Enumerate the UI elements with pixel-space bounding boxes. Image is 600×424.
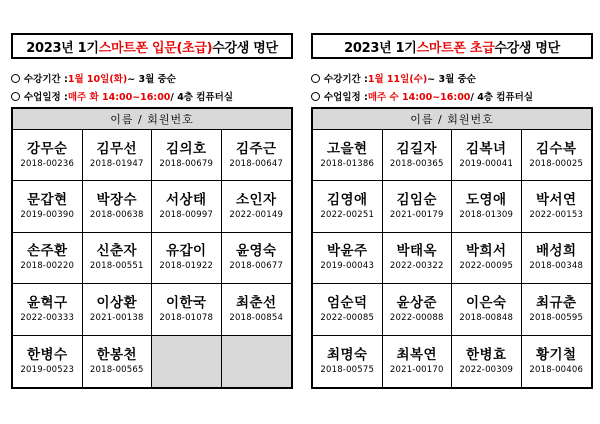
student-cell (452, 130, 522, 181)
student-grid (313, 130, 591, 387)
student-cell (83, 336, 153, 387)
student-cell (383, 181, 453, 232)
member-number: 2018-00677 (229, 261, 284, 272)
student-name: 김길자 (396, 140, 438, 157)
student-cell (13, 130, 83, 181)
schedule-suffix: / 4층 컴퓨터실 (470, 92, 534, 103)
student-cell (83, 130, 153, 181)
period-line (11, 71, 301, 85)
student-name: 도영애 (465, 192, 507, 209)
member-number: 2018-01386 (320, 158, 375, 169)
student-cell (313, 181, 383, 232)
student-name: 신춘자 (96, 243, 138, 260)
member-number: 2019-00390 (20, 210, 75, 221)
student-cell (313, 130, 383, 181)
sheet-title (311, 33, 593, 59)
member-number: 2022-00153 (529, 210, 584, 221)
title-course: 스마트폰 입문(초급) (98, 40, 213, 56)
schedule-label: 수업일정 : (324, 92, 368, 103)
member-number: 2022-00251 (320, 210, 375, 221)
student-name: 김복녀 (465, 140, 507, 157)
member-number: 2019-00041 (459, 158, 514, 169)
student-grid (13, 130, 291, 387)
member-number: 2018-01947 (89, 158, 144, 169)
student-name: 박희서 (465, 243, 507, 260)
member-number: 2018-00365 (389, 158, 444, 169)
bullet-circle-icon (11, 74, 20, 83)
member-number: 2018-01922 (159, 261, 214, 272)
bullet-circle-icon (311, 92, 320, 101)
member-number: 2018-00595 (529, 312, 584, 323)
member-number: 2022-00149 (229, 210, 284, 221)
member-number: 2018-00348 (529, 261, 584, 272)
member-number: 2021-00170 (389, 364, 444, 375)
student-name: 한봉천 (96, 346, 138, 363)
empty-cell (222, 336, 292, 387)
student-name: 윤상준 (396, 294, 438, 311)
period-label: 수강기간 : (24, 74, 68, 85)
student-name: 엄순덕 (326, 294, 368, 311)
student-cell (13, 284, 83, 335)
student-cell (522, 130, 592, 181)
student-cell (83, 284, 153, 335)
schedule-line (11, 89, 301, 103)
member-number: 2018-00025 (529, 158, 584, 169)
student-name: 황기철 (535, 346, 577, 363)
student-cell (222, 181, 292, 232)
title-prefix: 2023년 1기 (344, 40, 417, 56)
student-cell (383, 233, 453, 284)
member-number: 2018-00647 (229, 158, 284, 169)
student-name: 윤혁구 (26, 294, 68, 311)
student-name: 배성희 (535, 243, 577, 260)
bullet-circle-icon (311, 74, 320, 83)
period-suffix: ~ 3월 중순 (127, 74, 176, 85)
student-cell (152, 284, 222, 335)
student-cell (313, 233, 383, 284)
student-cell (13, 181, 83, 232)
member-number: 2022-00333 (20, 312, 75, 323)
member-number: 2018-00638 (89, 210, 144, 221)
student-cell (152, 233, 222, 284)
bullet-circle-icon (11, 92, 20, 101)
member-number: 2022-00088 (389, 312, 444, 323)
student-cell (83, 233, 153, 284)
student-name: 소인자 (235, 192, 277, 209)
student-name: 윤영숙 (235, 243, 277, 260)
member-number: 2018-00236 (20, 158, 75, 169)
student-cell (222, 284, 292, 335)
member-number: 2019-00523 (20, 364, 75, 375)
student-name: 이상환 (96, 294, 138, 311)
student-cell (152, 181, 222, 232)
member-number: 2022-00309 (459, 364, 514, 375)
student-name: 한병수 (26, 346, 68, 363)
member-number: 2021-00179 (389, 210, 444, 221)
period-line (311, 71, 600, 85)
schedule-suffix: / 4층 컴퓨터실 (170, 92, 234, 103)
student-name: 서상태 (165, 192, 207, 209)
student-name: 최춘선 (235, 294, 277, 311)
student-name: 김영애 (326, 192, 368, 209)
table-header: 이름 / 회원번호 (313, 109, 591, 130)
student-cell (13, 233, 83, 284)
student-name: 최복연 (396, 346, 438, 363)
schedule-value: 매주 수 14:00~16:00 (367, 92, 471, 103)
schedule-label: 수업일정 : (24, 92, 68, 103)
student-name: 김주근 (235, 140, 277, 157)
period-suffix: ~ 3월 중순 (427, 74, 476, 85)
student-cell (522, 284, 592, 335)
student-name: 유갑이 (165, 243, 207, 260)
period-value: 1월 11일(수) (367, 74, 428, 85)
student-cell (452, 284, 522, 335)
student-name: 강무순 (26, 140, 68, 157)
member-number: 2021-00138 (89, 312, 144, 323)
schedule-value: 매주 화 14:00~16:00 (67, 92, 171, 103)
student-name: 김무선 (96, 140, 138, 157)
student-cell (522, 336, 592, 387)
student-name: 이은숙 (465, 294, 507, 311)
member-number: 2022-00085 (320, 312, 375, 323)
student-cell (222, 233, 292, 284)
student-cell (383, 336, 453, 387)
student-name: 김수복 (535, 140, 577, 157)
student-cell (452, 233, 522, 284)
student-cell (13, 336, 83, 387)
member-number: 2018-00997 (159, 210, 214, 221)
student-name: 박태옥 (396, 243, 438, 260)
student-name: 김임순 (396, 192, 438, 209)
member-number: 2018-00679 (159, 158, 214, 169)
student-cell (83, 181, 153, 232)
student-cell (452, 181, 522, 232)
student-cell (383, 130, 453, 181)
student-name: 손주환 (26, 243, 68, 260)
student-table (311, 107, 593, 389)
title-suffix: 수강생 명단 (494, 40, 560, 56)
student-name: 박장수 (96, 192, 138, 209)
title-prefix: 2023년 1기 (26, 40, 99, 56)
student-name: 최명숙 (326, 346, 368, 363)
student-name: 김의호 (165, 140, 207, 157)
sheet-title (11, 33, 293, 59)
title-course: 스마트폰 초급 (416, 40, 495, 56)
student-cell (383, 284, 453, 335)
student-name: 문갑현 (26, 192, 68, 209)
member-number: 2018-00406 (529, 364, 584, 375)
period-label: 수강기간 : (324, 74, 368, 85)
student-cell (522, 233, 592, 284)
student-cell (522, 181, 592, 232)
student-table (11, 107, 293, 389)
student-cell (452, 336, 522, 387)
member-number: 2018-01078 (159, 312, 214, 323)
schedule-line (311, 89, 600, 103)
student-cell (313, 336, 383, 387)
student-name: 이한국 (165, 294, 207, 311)
student-name: 최규춘 (535, 294, 577, 311)
member-number: 2018-00551 (89, 261, 144, 272)
member-number: 2022-00322 (389, 261, 444, 272)
member-number: 2019-00043 (320, 261, 375, 272)
student-cell (313, 284, 383, 335)
member-number: 2022-00095 (459, 261, 514, 272)
title-suffix: 수강생 명단 (212, 40, 278, 56)
member-number: 2018-00575 (320, 364, 375, 375)
table-header: 이름 / 회원번호 (13, 109, 291, 130)
student-name: 박윤주 (326, 243, 368, 260)
member-number: 2018-00220 (20, 261, 75, 272)
student-name: 박서연 (535, 192, 577, 209)
student-cell (222, 130, 292, 181)
student-name: 한병효 (465, 346, 507, 363)
member-number: 2018-00565 (89, 364, 144, 375)
member-number: 2018-01309 (459, 210, 514, 221)
member-number: 2018-00854 (229, 312, 284, 323)
empty-cell (152, 336, 222, 387)
period-value: 1월 10일(화) (67, 74, 128, 85)
student-name: 고을현 (326, 140, 368, 157)
student-cell (152, 130, 222, 181)
member-number: 2018-00848 (459, 312, 514, 323)
